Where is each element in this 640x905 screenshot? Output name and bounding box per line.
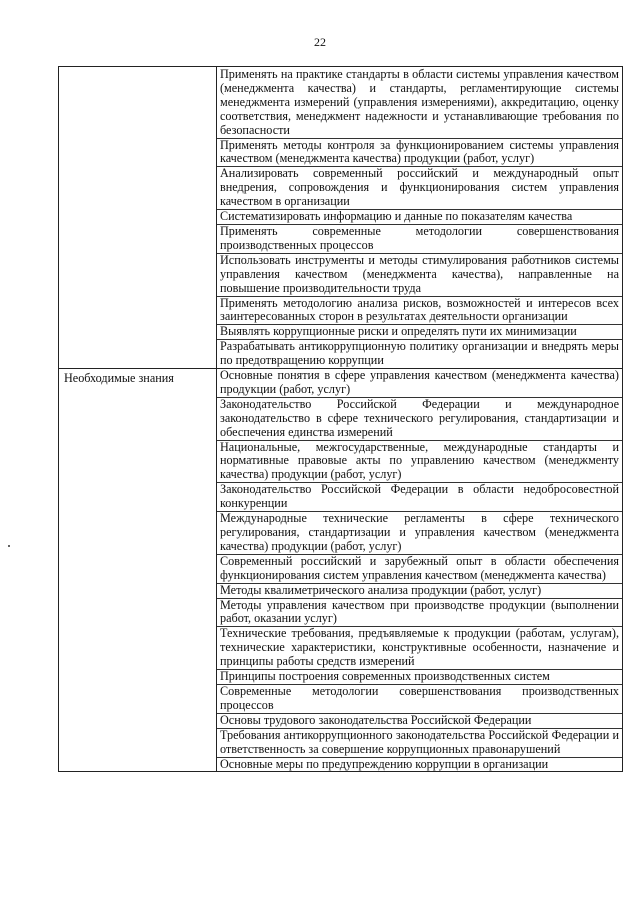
- list-item: Выявлять коррупционные риски и определять пути их минимизации: [217, 325, 622, 340]
- list-item: Разрабатывать антикоррупционную политику организации и внедрять меры по предотвращению коррупции: [220, 339, 619, 368]
- list-item: Применять современные методологии совершенствования производственных процессов: [217, 225, 622, 254]
- list-item: Принципы построения современных производственных систем: [217, 670, 622, 685]
- list-item: Технические требования, предъявляемые к продукции (работам, услугам), технические характеристики, конструктивные особенности, назначение и принципы работы средств измерений: [217, 627, 622, 670]
- requirements-table: [58, 66, 623, 772]
- list-item: Применять методологию анализа рисков, возможностей и интересов всех заинтересованных сторон в результатах деятельности организации: [217, 297, 622, 326]
- list-item: Применять на практике стандарты в области системы управления качеством (менеджмента качества) и стандарты, регламентирующие системы менеджмента измерений (управления измерениями), аккредитацию, оценку соответствия, менеджмент надежности и устанавливающие требования по безопасности: [217, 67, 622, 139]
- list-item: Современный российский и зарубежный опыт в области обеспечения функционирования систем управления качеством (менеджмента качества): [217, 555, 622, 584]
- list-item: Использовать инструменты и методы стимулирования работников системы управления качеством (менеджмента качества), направленные на повышение производительности труда: [217, 254, 622, 297]
- skills-list: [217, 67, 623, 369]
- list-item: Законодательство Российской Федерации и международное законодательство в сфере технического регулирования, стандартизации и обеспечения единства измерений: [217, 398, 622, 441]
- list-item: Основные понятия в сфере управления качеством (менеджмента качества) продукции (работ, услуг): [217, 369, 622, 398]
- list-item: Национальные, межгосударственные, международные стандарты и нормативные правовые акты по управлению качеством (менеджменту качества) продукции (работ, услуг): [217, 441, 622, 484]
- list-item: Основные меры по предупреждению коррупции в организации: [220, 756, 549, 771]
- section-label: Необходимые знания: [59, 369, 217, 772]
- table-row-knowledge: [59, 369, 623, 772]
- list-item: Систематизировать информацию и данные по показателям качества: [217, 210, 622, 225]
- knowledge-list: [217, 369, 623, 772]
- list-item: Законодательство Российской Федерации в области недобросовестной конкуренции: [217, 483, 622, 512]
- list-item: Основы трудового законодательства Российской Федерации: [217, 714, 622, 729]
- list-item: Международные технические регламенты в сфере технического регулирования, стандартизации и управления качеством (менеджмента качества) продукции (работ, услуг): [217, 512, 622, 555]
- page-number: 22: [314, 35, 326, 49]
- list-item: Современные методологии совершенствования производственных процессов: [217, 685, 622, 714]
- list-item: Применять методы контроля за функционированием системы управления качеством (менеджмента качества) продукции (работ, услуг): [217, 139, 622, 168]
- list-item: Требования антикоррупционного законодательства Российской Федерации и ответственность за совершение коррупционных правонарушений: [217, 729, 622, 758]
- list-item: Методы квалиметрического анализа продукции (работ, услуг): [217, 584, 622, 599]
- table-row-skills: [59, 67, 623, 369]
- scan-speck: [8, 545, 10, 547]
- list-item: Анализировать современный российский и международный опыт внедрения, сопровождения и функционирования систем управления качеством в организации: [217, 167, 622, 210]
- section-label: [59, 67, 217, 369]
- list-item: Методы управления качеством при производстве продукции (выполнении работ, оказании услуг): [217, 599, 622, 628]
